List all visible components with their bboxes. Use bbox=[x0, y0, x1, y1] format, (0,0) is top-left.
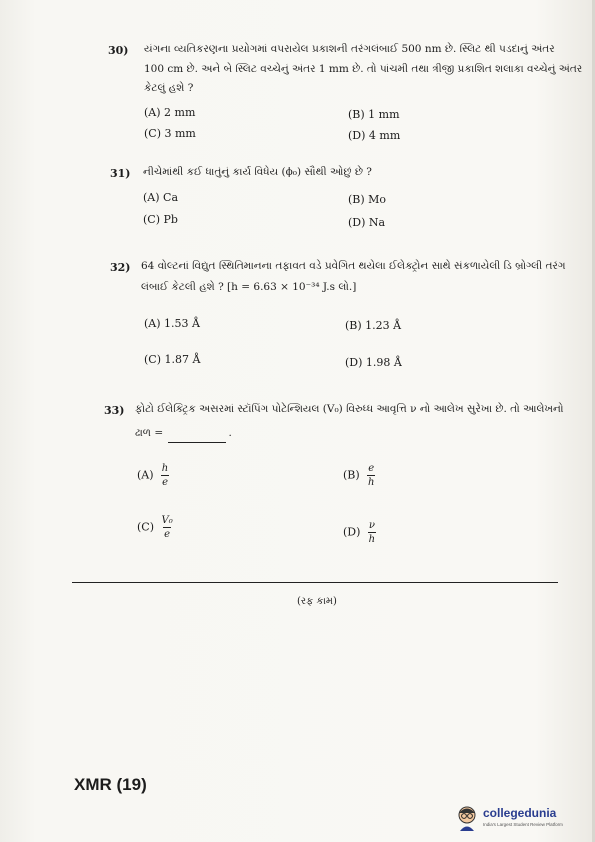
option-d-label: (D) bbox=[343, 525, 361, 539]
option-a: (A) 2 mm bbox=[144, 106, 196, 119]
option-b: (B) 1 mm bbox=[348, 108, 400, 121]
logo-tagline: India's Largest Student Review Platform bbox=[483, 822, 563, 827]
fraction-nu-over-h: $\frac{\nu}{h}$ bbox=[368, 520, 376, 545]
answer-blank bbox=[168, 442, 226, 443]
option-d: (D) 1.98 Å bbox=[345, 356, 402, 369]
option-a: (A) 1.53 Å bbox=[144, 317, 200, 330]
rough-work-label: (રફ કામ) bbox=[297, 596, 337, 607]
option-b: (B) 1.23 Å bbox=[345, 319, 402, 332]
option-b-label: (B) bbox=[343, 468, 360, 482]
option-a-label: (A) bbox=[137, 468, 154, 482]
fraction-e-over-h: $\frac{e}{h}$ bbox=[367, 463, 375, 488]
question-number: 30) bbox=[108, 44, 129, 57]
option-d bbox=[343, 520, 376, 545]
paper-code: XMR (19) bbox=[74, 775, 147, 794]
question-text-line: યંગના વ્યતિકરણના પ્રયોગમાં વપરાયેલ પ્રકાશની તરંગલંબાઈ 500 nm છે. સ્લિટ થી પડદાનું અંતર bbox=[144, 43, 555, 55]
fraction-h-over-e: $\frac{h}{e}$ bbox=[161, 463, 169, 488]
option-c bbox=[137, 515, 173, 540]
section-divider bbox=[72, 582, 558, 583]
mascot-icon bbox=[454, 804, 480, 832]
option-b bbox=[343, 463, 375, 488]
collegedunia-logo bbox=[454, 804, 584, 834]
option-c: (C) 1.87 Å bbox=[144, 353, 201, 366]
question-text-line: નીચેમાંથી કઈ ધાતુંનું કાર્ય વિધેય (ϕ₀) સૌથી ઓછું છે ? bbox=[143, 166, 372, 178]
option-c: (C) Pb bbox=[143, 213, 178, 226]
logo-name: collegedunia bbox=[483, 806, 557, 820]
question-text-line: ફોટો ઈલેક્ટ્રિક અસરમાં સ્ટૉપિંગ પોટેન્શિયલ (V₀) વિરુધ્ધ આવૃત્તિ ν નો આલેખ સુરેખા છે. તો આલેખનો bbox=[135, 403, 564, 415]
question-text-line: 64 વોલ્ટનાં વિદ્યુત સ્થિતિમાનના તફાવત વડે પ્રવેગિત થયેલા ઈલેક્ટ્રોન સાથે સંકળાયેલી ડિ બ્રોગ્લી તરંગ bbox=[141, 260, 566, 272]
question-text-line: કેટલું હશે ? bbox=[144, 82, 194, 94]
option-c-label: (C) bbox=[137, 520, 154, 534]
question-number: 32) bbox=[110, 261, 131, 274]
option-a: (A) Ca bbox=[143, 191, 178, 204]
question-text-line: 100 cm છે. અને બે સ્લિટ વચ્ચેનું અંતર 1 mm છે. તો પાંચમી તથા ત્રીજી પ્રકાશિત શલાકા વચ્ચેનું અંતર bbox=[144, 63, 583, 75]
option-b: (B) Mo bbox=[348, 193, 387, 206]
option-d: (D) 4 mm bbox=[348, 129, 401, 142]
question-number: 33) bbox=[104, 404, 125, 417]
option-d: (D) Na bbox=[348, 216, 386, 229]
question-number: 31) bbox=[110, 167, 131, 180]
question-text-line: લંબાઈ કેટલી હશે ? [h = 6.63 × 10⁻³⁴ J.s લો.] bbox=[141, 281, 357, 293]
option-c: (C) 3 mm bbox=[144, 127, 196, 140]
slope-label: ઢાળ = bbox=[135, 427, 164, 439]
fraction-v0-over-e: $\frac{\text{V₀}}{e}$ bbox=[161, 515, 173, 540]
option-a bbox=[137, 463, 169, 488]
question-text-line: ઢાળ = . bbox=[135, 424, 232, 443]
